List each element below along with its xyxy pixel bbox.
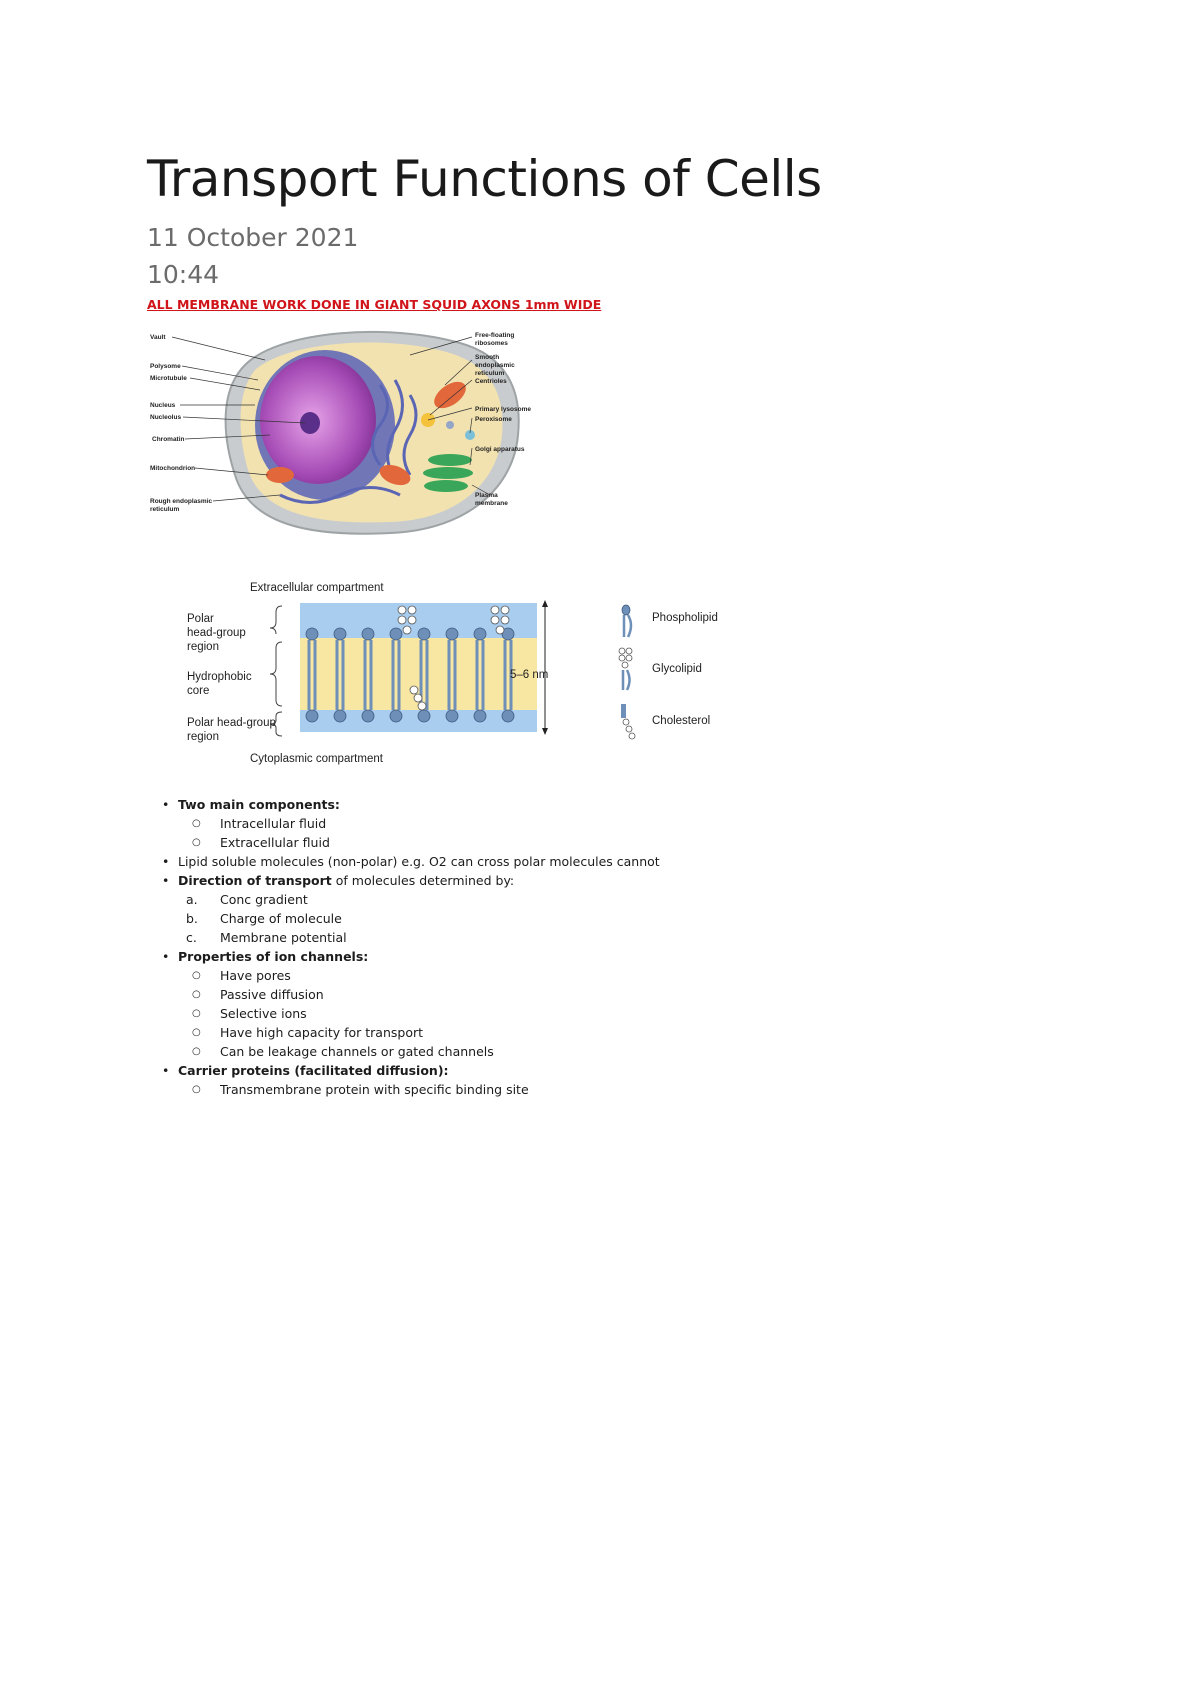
bilayer-left-labels <box>187 613 276 743</box>
label-hydrophobic-2: core <box>187 685 210 697</box>
sub-bullet-marker: ○ <box>192 1027 201 1038</box>
cell-left-labels <box>150 334 213 513</box>
label-peroxisome: Peroxisome <box>475 416 512 423</box>
page-title: Transport Functions of Cells <box>147 150 822 208</box>
animal-cell-diagram <box>150 325 590 545</box>
label-centrioles: Centrioles <box>475 378 507 385</box>
legend-cholesterol: Cholesterol <box>652 715 711 727</box>
direction-membrane-potential: Membrane potential <box>220 930 347 945</box>
label-microtubule: Microtubule <box>150 375 187 382</box>
list-item <box>160 890 1060 909</box>
label-nucleolus: Nucleolus <box>150 414 182 421</box>
ion-pores: Have pores <box>220 968 291 983</box>
thickness-label: 5–6 nm <box>510 669 549 681</box>
lipid-soluble-note: Lipid soluble molecules (non-polar) e.g. O2 can cross polar molecules cannot <box>178 854 660 869</box>
ion-passive-diffusion: Passive diffusion <box>220 987 324 1002</box>
list-item <box>160 1061 1060 1080</box>
note-date: 11 October 2021 <box>147 223 359 252</box>
component-extracellular: Extracellular fluid <box>220 835 330 850</box>
sub-bullet-marker: ○ <box>192 1046 201 1057</box>
component-intracellular: Intracellular fluid <box>220 816 327 831</box>
label-smooth-er-3: reticulum <box>475 370 505 377</box>
bullet-marker: • <box>162 797 170 812</box>
note-time: 10:44 <box>147 260 220 289</box>
phospholipid-icon <box>622 605 631 637</box>
label-nucleus: Nucleus <box>150 402 176 409</box>
red-underlined-note: ALL MEMBRANE WORK DONE IN GIANT SQUID AXONS 1mm WIDE <box>147 297 602 312</box>
list-item <box>160 985 1060 1004</box>
label-primary-lysosome: Primary lysosome <box>475 406 532 413</box>
sub-bullet-marker: ○ <box>192 1084 201 1095</box>
list-item <box>160 909 1060 928</box>
direction-heading: Direction of transport <box>178 873 332 888</box>
list-item <box>160 814 1060 833</box>
label-polar-3: region <box>187 641 219 653</box>
label-mitochondrion: Mitochondrion <box>150 465 196 472</box>
direction-conc-gradient: Conc gradient <box>220 892 308 907</box>
ion-selective: Selective ions <box>220 1006 307 1021</box>
cholesterol-icon <box>621 704 635 739</box>
label-golgi: Golgi apparatus <box>475 446 525 453</box>
list-item <box>160 947 1060 966</box>
bullet-marker: • <box>162 1063 170 1078</box>
sub-bullet-marker: ○ <box>192 970 201 981</box>
list-item <box>160 1080 1060 1099</box>
sub-bullet-marker: ○ <box>192 1008 201 1019</box>
lipid-bilayer-diagram <box>170 580 760 780</box>
label-rough-er-2: reticulum <box>150 506 180 513</box>
bilayer-legend <box>619 605 718 739</box>
label-smooth-er: Smooth <box>475 354 500 361</box>
sub-bullet-marker: ○ <box>192 818 201 829</box>
letter-marker: b. <box>186 911 198 926</box>
list-item <box>160 795 1060 814</box>
label-plasma-membrane: Plasma <box>475 492 498 499</box>
ion-channels-heading: Properties of ion channels: <box>178 949 369 964</box>
bullet-marker: • <box>162 873 170 888</box>
glycolipid-icon <box>619 648 632 690</box>
carrier-transmembrane: Transmembrane protein with specific binding site <box>220 1082 529 1097</box>
label-polar-lower-1: Polar head-group <box>187 717 276 729</box>
ion-high-capacity: Have high capacity for transport <box>220 1025 424 1040</box>
label-plasma-membrane-2: membrane <box>475 500 508 507</box>
label-free-ribosomes-2: ribosomes <box>475 340 508 347</box>
letter-marker: c. <box>186 930 197 945</box>
bullet-marker: • <box>162 949 170 964</box>
legend-phospholipid: Phospholipid <box>652 612 718 624</box>
label-polar-2: head-group <box>187 627 246 639</box>
label-polar-1: Polar <box>187 613 214 625</box>
direction-charge: Charge of molecule <box>220 911 342 926</box>
list-item <box>160 928 1060 947</box>
legend-glycolipid: Glycolipid <box>652 663 702 675</box>
ion-leakage-gated: Can be leakage channels or gated channels <box>220 1044 494 1059</box>
list-item <box>160 833 1060 852</box>
carrier-proteins-heading: Carrier proteins (facilitated diffusion): <box>178 1063 449 1078</box>
label-polar-lower-2: region <box>187 731 219 743</box>
components-heading: Two main components: <box>178 797 340 812</box>
sub-bullet-marker: ○ <box>192 989 201 1000</box>
cytoplasmic-label: Cytoplasmic compartment <box>250 753 383 765</box>
label-hydrophobic-1: Hydrophobic <box>187 671 252 683</box>
direction-heading-rest: of molecules determined by: <box>331 873 515 888</box>
label-smooth-er-2: endoplasmic <box>475 362 515 369</box>
list-item <box>160 871 1060 890</box>
letter-marker: a. <box>186 892 198 907</box>
notes-list <box>160 795 1060 1099</box>
label-free-ribosomes: Free-floating <box>475 332 515 339</box>
list-item <box>160 1042 1060 1061</box>
bullet-marker: • <box>162 854 170 869</box>
list-item <box>160 966 1060 985</box>
list-item <box>160 1004 1060 1023</box>
extracellular-label: Extracellular compartment <box>250 582 384 594</box>
bilayer-illustration <box>270 600 548 736</box>
label-vault: Vault <box>150 334 166 341</box>
list-item <box>160 852 1060 871</box>
label-rough-er: Rough endoplasmic <box>150 498 213 505</box>
list-item <box>160 1023 1060 1042</box>
label-chromatin: Chromatin <box>152 436 185 443</box>
label-polysome: Polysome <box>150 363 181 370</box>
sub-bullet-marker: ○ <box>192 837 201 848</box>
